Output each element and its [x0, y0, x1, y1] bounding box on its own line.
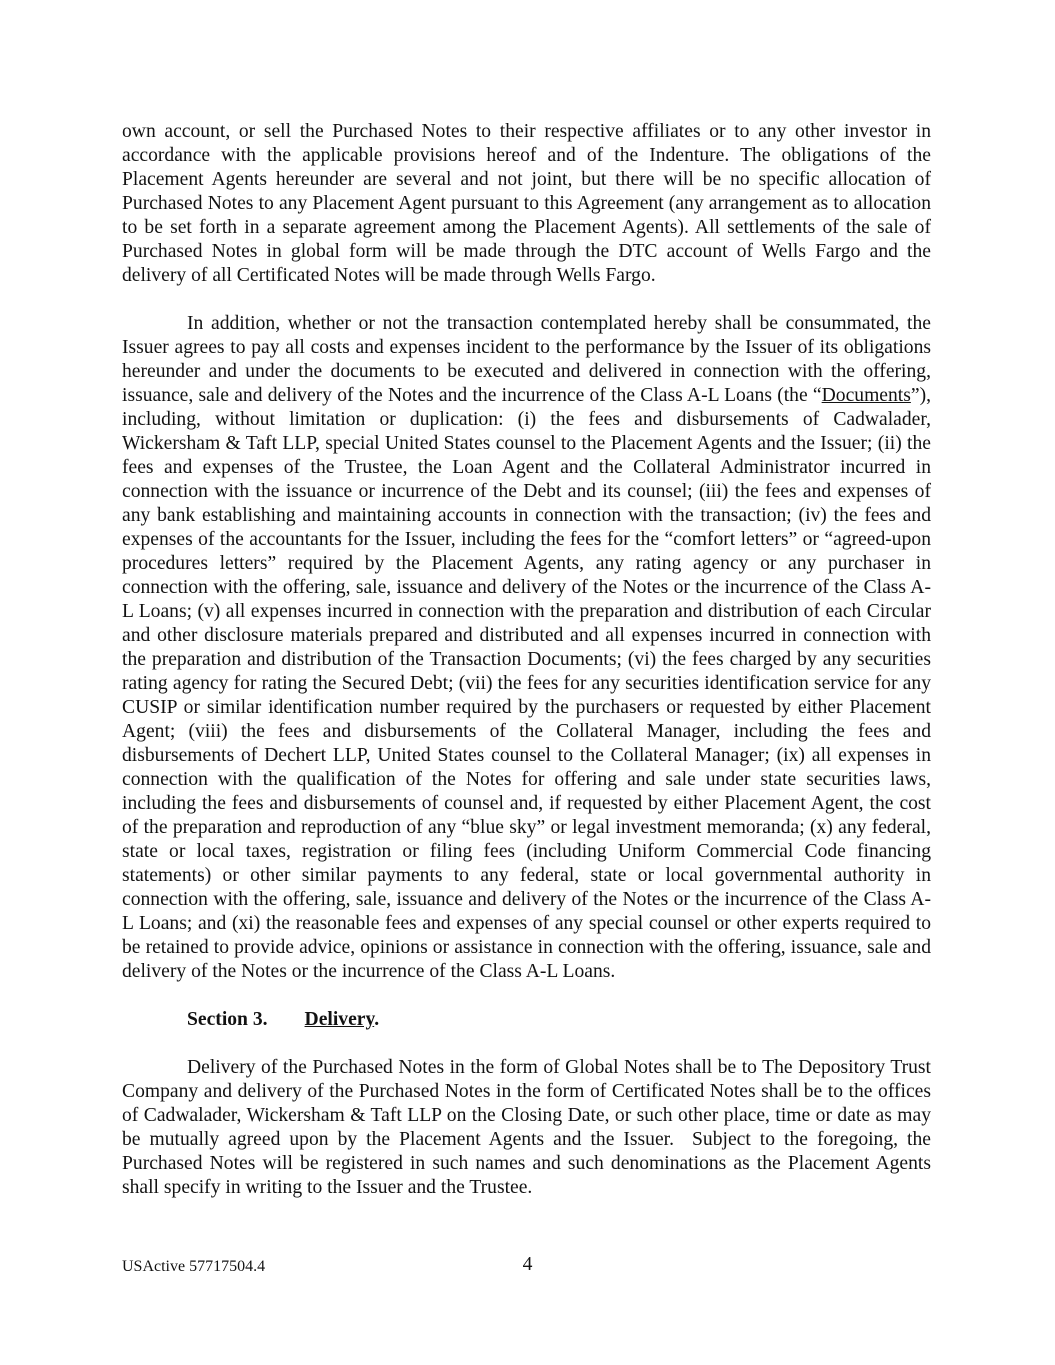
paragraph-delivery: Delivery of the Purchased Notes in the form of Global Notes shall be to The Depository Trust Company and delivery of the Purchased Notes in the form of Certificated Notes shall be to the offices of Cadwalader, Wickersham & Taft LLP on the Closing Date, or such other place, time or date as may be mutually agreed upon by the Placement Agents and the Issuer. Subject to the foregoing, the Purchased Notes will be registered in such names and such denominations as the Placement Agents shall specify in writing to the Issuer and the Trustee.	[122, 1057, 931, 1198]
document-id: USActive 57717504.4	[122, 1258, 266, 1275]
section-title-period: .	[374, 1009, 380, 1030]
paragraph-placement-agents: own account, or sell the Purchased Notes to their respective affiliates or to any other investor in accordance with the applicable provisions hereof and of the Indenture. The obligations of the Placement Agents hereunder are several and not joint, but there will be no specific allocation of Purchased Notes to any Placement Agent pursuant to this Agreement (any arrangement as to allocation to be set forth in a separate agreement among the Placement Agents). All settlements of the sale of Purchased Notes in global form will be made through the DTC account of Wells Fargo and the delivery of all Certificated Notes will be made through Wells Fargo.	[122, 121, 931, 286]
paragraph-expenses	[122, 312, 931, 984]
section-3-heading	[122, 1008, 931, 1032]
section-title-delivery: Delivery	[304, 1009, 375, 1030]
paragraph-segment: ”), including, without limitation or duplication: (i) the fees and disbursements of Cadwalader, Wickersham & Taft LLP, special United States counsel to the Placement Agents and the Issuer; (ii) the fees and expenses of the Trustee, the Loan Agent and the Collateral Administrator incurred in connection with the issuance or incurrence of the Debt and its counsel; (iii) the fees and expenses of any bank establishing and maintaining accounts in connection with the transaction; (iv) the fees and expenses of the accountants for the Issuer, including the fees for the “comfort letters” or “agreed-upon procedures letters” required by the Placement Agents, any rating agency or any purchaser in connection with the offering, sale, issuance and delivery of the Notes or the incurrence of the Class A-L Loans; (v) all expenses incurred in connection with the preparation and distribution of each Circular and other disclosure materials prepared and distributed and all expenses incurred in connection with the preparation and distribution of the Transaction Documents; (vi) the fees charged by any securities rating agency for rating the Secured Debt; (vii) the fees for any securities identification service for any CUSIP or similar identification number required by the purchasers or requested by either Placement Agent; (viii) the fees and disbursements of the Collateral Manager, including the fees and disbursements of Dechert LLP, United States counsel to the Collateral Manager; (ix) all expenses in connection with the qualification of the Notes for offering and sale under state securities laws, including the fees and disbursements of counsel and, if requested by either Placement Agent, the cost of the preparation and reproduction of any “blue sky” or legal investment memoranda; (x) any federal, state or local taxes, registration or filing fees (including Uniform Commercial Code financing statements) or other similar payments to any federal, state or local governmental authority in connection with the offering, sale, issuance and delivery of the Notes or the incurrence of the Class A-L Loans; and (xi) the reasonable fees and expenses of any special counsel or other experts required to be retained to provide advice, opinions or assistance in connection with the offering, issuance, sale and delivery of the Notes or the incurrence of the Class A-L Loans.	[122, 385, 931, 982]
section-label: Section 3.	[187, 1009, 268, 1030]
document-body	[122, 120, 931, 1224]
paragraph-segment: In addition, whether or not the transaction contemplated hereby shall be consummated, the Issuer agrees to pay all costs and expenses incident to the performance by the Issuer of its obligations hereunder and under the documents to be executed and delivered in connection with the offering, issuance, sale and delivery of the Notes and the incurrence of the Class A-L Loans (the “	[122, 313, 931, 406]
defined-term-documents: Documents	[821, 385, 911, 406]
page-number: 4	[522, 1254, 533, 1275]
